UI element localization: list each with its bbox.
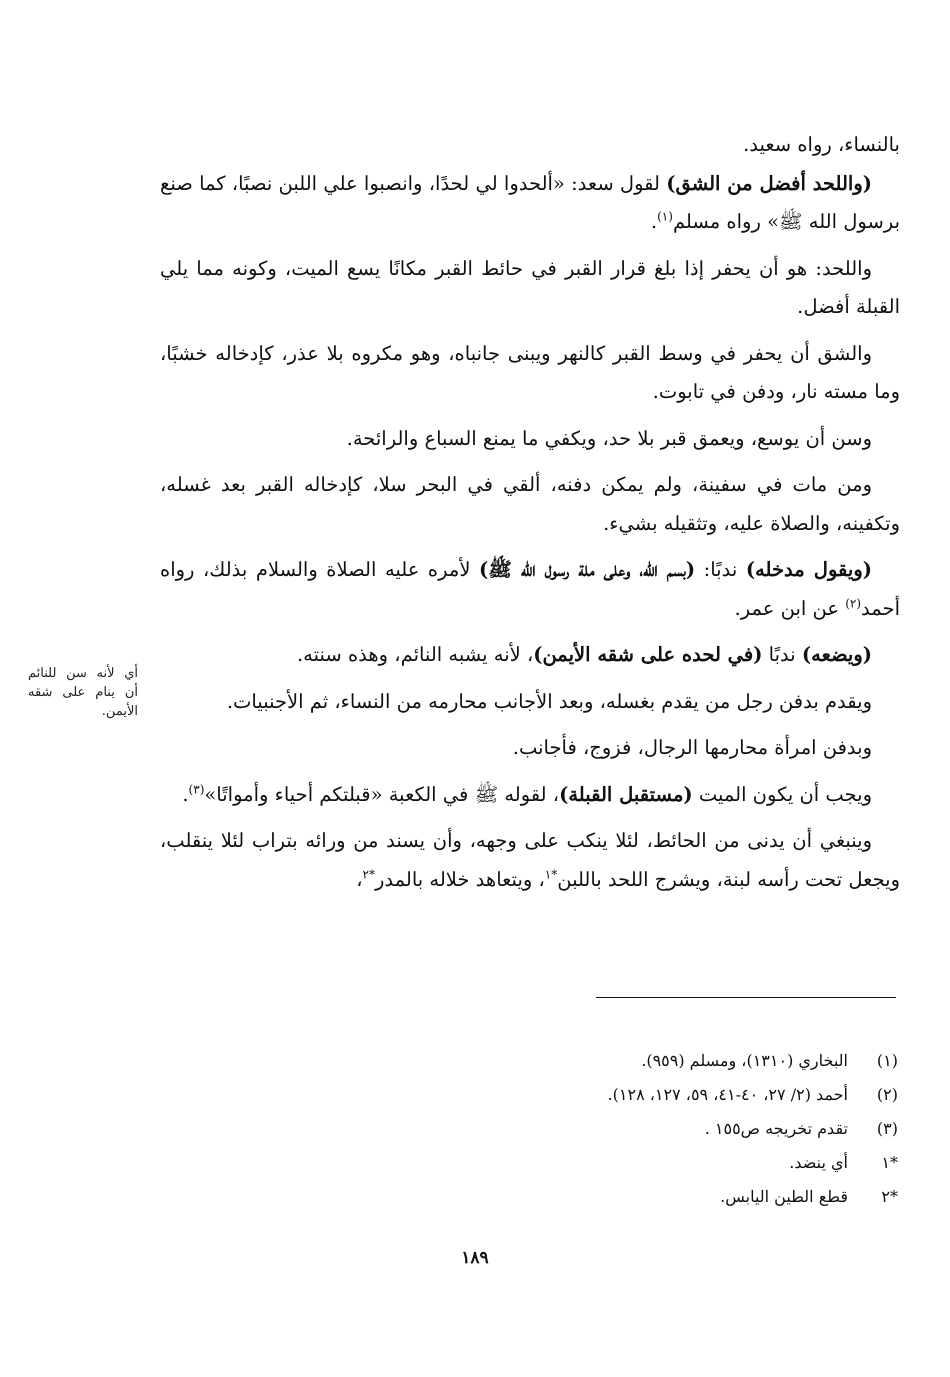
paragraph: ويجب أن يكون الميت (مستقبل القبلة)، لقوله ﷺ في الكعبة «قبلتكم أحياء وأمواتًا»$^{(٣)}$.: [182, 782, 872, 806]
main-text: [160, 126, 900, 907]
paragraph: واللحد: هو أن يحفر إذا بلغ قرار القبر في حائط القبر مكانًا يسع الميت، وكونه مما يلي القبلة أفضل.: [160, 256, 900, 318]
footnote: [300, 1044, 898, 1078]
footnote-number: (١): [876, 1051, 898, 1070]
matn-text: (بسم الله، وعلى ملة رسول الله ﷺ): [478, 558, 696, 581]
matn-text: (في لحده على شقه الأيمن): [533, 643, 763, 666]
footnote-text: أحمد (٢/ ٢٧، ٤٠-٤١، ٥٩، ١٢٧، ١٢٨).: [607, 1085, 848, 1104]
paragraph: والشق أن يحفر في وسط القبر كالنهر ويبنى جانباه، وهو مكروه بلا عذر، كإدخاله خشبًا، وما مسته نار، ودفن في تابوت.: [160, 341, 900, 403]
footnote: [300, 1112, 898, 1146]
matn-text: (ويضعه): [801, 643, 872, 666]
footnote-text: البخاري (١٣١٠)، ومسلم (٩٥٩).: [641, 1051, 848, 1070]
footnote-number: *٢: [881, 1187, 898, 1206]
matn-text: (مستقبل القبلة): [559, 782, 693, 806]
paragraph: وينبغي أن يدنى من الحائط، لئلا ينكب على وجهه، وأن يسند من ورائه بتراب لئلا ينقلب، ويجعل تحت رأسه لبنة، ويشرج اللحد باللبن$^{*١}$، ويتعاهد خلاله بالمدر$^{*٢}$،: [160, 829, 900, 891]
matn-text: (ويقول مدخله): [745, 558, 872, 581]
paragraph: ويقدم بدفن رجل من يقدم بغسله، وبعد الأجانب محارمه من النساء، ثم الأجنبيات.: [226, 689, 872, 713]
footnote-number: (٢): [876, 1085, 898, 1104]
footnote-ref[interactable]: (١): [657, 209, 673, 224]
footnote-number: *١: [881, 1153, 898, 1172]
footnote-ref[interactable]: (٢): [845, 596, 862, 610]
footnote: [300, 1078, 898, 1112]
footnote-number: (٣): [876, 1119, 898, 1138]
paragraph: (ويقول مدخله) ندبًا: (بسم الله، وعلى ملة رسول الله ﷺ) لأمره عليه الصلاة والسلام بذلك، رواه أحمد$^{(٢)}$ عن ابن عمر.: [160, 558, 900, 620]
footnote-text: أي ينضد.: [789, 1153, 848, 1172]
paragraph: بالنساء، رواه سعيد.: [743, 133, 900, 156]
footnote: [300, 1180, 898, 1214]
footnote-ref[interactable]: *٢: [362, 867, 375, 881]
footnote-divider: [596, 997, 896, 998]
footnotes: [300, 1044, 898, 1214]
page-number: ١٨٩: [461, 1248, 489, 1268]
paragraph: وسن أن يوسع، ويعمق قبر بلا حد، ويكفي ما يمنع السباع والرائحة.: [346, 426, 872, 450]
paragraph: ومن مات في سفينة، ولم يمكن دفنه، ألقي في البحر سلا، كإدخاله القبر بعد غسله، وتكفينه، والصلاة عليه، وتثقيله بشيء.: [160, 473, 900, 535]
paragraph: (واللحد أفضل من الشق) لقول سعد: «ألحدوا لي لحدًا، وانصبوا علي اللبن نصبًا، كما صنع برسول الله ﷺ» رواه مسلم$^{(١)}$.: [160, 171, 900, 233]
footnote-text: تقدم تخريجه ص١٥٥ .: [704, 1119, 848, 1138]
footnote: [300, 1146, 898, 1180]
paragraph: وبدفن امرأة محارمها الرجال، فزوج، فأجانب.: [512, 736, 872, 759]
paragraph: (ويضعه) ندبًا (في لحده على شقه الأيمن)، لأنه يشبه النائم، وهذه سنته.: [296, 643, 872, 666]
matn-text: (واللحد أفضل من الشق): [666, 171, 872, 195]
footnote-text: قطع الطين اليابس.: [720, 1187, 848, 1206]
footnote-ref[interactable]: *١: [544, 867, 558, 881]
footnote-ref[interactable]: (٣): [188, 782, 205, 796]
margin-note: أي لأنه سن للنائم أن ينام على شقه الأيمن.: [28, 666, 138, 719]
